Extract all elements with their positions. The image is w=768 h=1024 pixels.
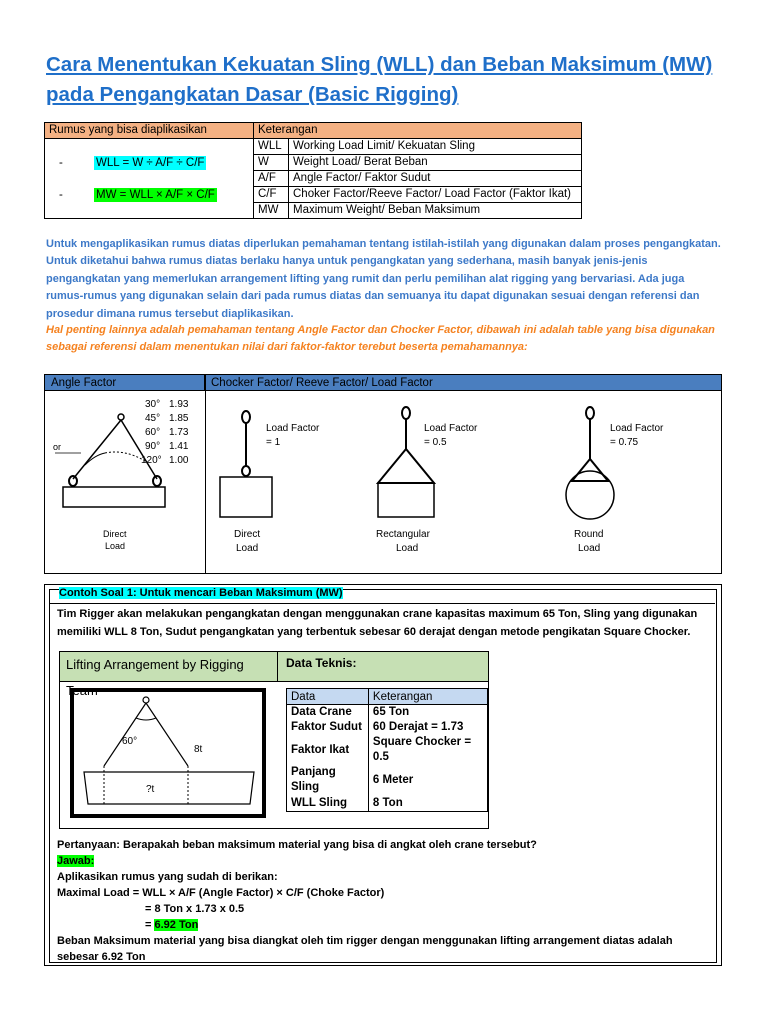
abbr-cell: WLL (254, 139, 289, 155)
wll-text: 8t (194, 744, 203, 755)
data-value: Square Chocker = 0.5 (368, 735, 487, 765)
round-load-circle (566, 471, 614, 519)
answer-label: Jawab: (57, 855, 95, 867)
load-text: ?t (146, 784, 155, 795)
factor-45: 1.85 (169, 413, 189, 424)
shackle (242, 466, 250, 476)
abbr-cell: W (254, 155, 289, 171)
or-label: or (53, 442, 62, 452)
load-factor-value: = 0.75 (610, 437, 639, 448)
load-factor-label: Load Factor (424, 423, 478, 434)
sling-right (146, 703, 188, 766)
desc-cell: Angle Factor/ Faktor Sudut (289, 171, 582, 187)
data-label: Panjang Sling (287, 765, 369, 795)
paragraph-note: Hal penting lainnya adalah pemahaman tentang Angle Factor dan Chocker Factor, dibawah ini adalah table yang bisa digunakan sebagai referensi dalam menentukan nilai dari faktor-faktor terebut beserta pemahamannya: (46, 324, 715, 354)
data-value: 8 Ton (368, 795, 487, 812)
load-name: Load (236, 543, 259, 554)
desc-cell: Choker Factor/Reeve Factor/ Load Factor (Faktor Ikat) (289, 187, 582, 203)
desc-cell: Working Load Limit/ Kekuatan Sling (289, 139, 582, 155)
example-divider (49, 603, 715, 604)
result-value: 6.92 Ton (154, 919, 199, 931)
factor-90: 1.41 (169, 441, 189, 452)
angle-60: 60° (145, 427, 161, 438)
lifting-diagram-svg (74, 692, 262, 814)
desc-cell: Weight Load/ Berat Beban (289, 155, 582, 171)
hook-ring (118, 414, 124, 420)
load-factor-label: Load Factor (610, 423, 664, 434)
data-value: 60 Derajat = 1.73 (368, 720, 487, 735)
bullet: - (59, 189, 63, 201)
desc-cell: Maximum Weight/ Beban Maksimum (289, 203, 582, 219)
load-name: Round (574, 529, 604, 540)
abbr-cell: C/F (254, 187, 289, 203)
conclusion: Beban Maksimum material yang bisa diangkat oleh tim rigger dengan menggunakan lifting arrangement diatas adalah sebesar 6.92 Ton (57, 935, 673, 963)
answer-section (57, 837, 707, 965)
lifting-diagram (70, 688, 266, 818)
keterangan-header: Keterangan (368, 689, 487, 705)
shackle-left (69, 476, 77, 486)
formula-wll: WLL = W ÷ A/F ÷ C/F (96, 157, 205, 169)
load-label: Load (105, 541, 126, 551)
angle-text: 60° (122, 736, 138, 747)
load-beam (84, 772, 254, 804)
sling-left (73, 420, 121, 479)
lifting-arrangement-table (59, 651, 489, 829)
formula-header: Rumus yang bisa diaplikasikan (45, 123, 254, 139)
question: Pertanyaan: Berapakah beban maksimum material yang bisa di angkat oleh crane tersebut? (57, 839, 537, 851)
hook-ring (143, 697, 149, 703)
load-box (63, 487, 165, 507)
apply-text: Aplikasikan rumus yang sudah di berikan: (57, 871, 278, 883)
load-name: Load (396, 543, 419, 554)
formula-cell (45, 139, 254, 219)
keterangan-header: Keterangan (254, 123, 582, 139)
page-title: Cara Menentukan Kekuatan Sling (WLL) dan Beban Maksimum (MW) pada Pengangkatan Dasar (Basic Rigging) (46, 53, 713, 106)
angle-arc (85, 453, 105, 465)
bullet: - (59, 157, 63, 169)
example-box (44, 584, 722, 966)
load-factor-value: = 0.5 (424, 437, 447, 448)
abbr-cell: A/F (254, 171, 289, 187)
angle-90: 90° (145, 441, 161, 452)
data-value: 6 Meter (368, 765, 487, 795)
data-label: Data Crane (287, 705, 369, 721)
abbr-cell: MW (254, 203, 289, 219)
shackle-right (153, 476, 161, 486)
hook-eye (242, 411, 250, 423)
load-factor-label: Load Factor (266, 423, 320, 434)
hook-eye (402, 407, 410, 419)
choker-triangle (378, 449, 434, 483)
factor-30: 1.93 (169, 399, 189, 410)
formula-text: Maximal Load = WLL × A/F (Angle Factor) × C/F (Choke Factor) (57, 887, 385, 899)
load-name: Direct (234, 529, 261, 540)
data-label: Faktor Sudut (287, 720, 369, 735)
load-name: Rectangular (376, 529, 430, 540)
formula-table (44, 122, 582, 219)
load-factor-diagrams (206, 391, 721, 573)
lifting-title: Lifting Arrangement by Rigging Team (60, 652, 278, 682)
angle-factor-header: Angle Factor (45, 375, 205, 391)
tech-data-table (286, 688, 488, 812)
example-problem: Tim Rigger akan melakukan pengangkatan dengan menggunakan crane kapasitas maximum 65 Ton, Sling yang digunakan memiliki WLL 8 Ton, Sudut pengangkatan yang terbentuk sebesar 60 derajat dengan metode pengikatan Square Chocker. (57, 608, 698, 638)
tech-data-title: Data Teknis: (278, 652, 488, 682)
result-line: = 6.92 Ton (145, 919, 199, 931)
direct-load-box (220, 477, 272, 517)
factor-60: 1.73 (169, 427, 189, 438)
chocker-factor-header: Chocker Factor/ Reeve Factor/ Load Factor (205, 375, 721, 391)
rectangular-load-box (378, 483, 434, 517)
data-header: Data (287, 689, 369, 705)
data-label: WLL Sling (287, 795, 369, 812)
load-factor-value: = 1 (266, 437, 281, 448)
data-value: 65 Ton (368, 705, 487, 721)
direct-label: Direct (103, 529, 127, 539)
load-name: Load (578, 543, 601, 554)
sling-left (104, 703, 146, 766)
paragraph-intro: Untuk mengaplikasikan rumus diatas diperlukan pemahaman tentang istilah-istilah yang digunakan dalam proses pengangkatan. Untuk diketahui bahwa rumus diatas berlaku hanya untuk pengangkatan yang sederhana, masih banyak jenis-jenis pengangkatan yang memerlukan arrangement lifting yang rumit dan perlu pemilihan alat rigging yang bervariasi. Ada juga rumus-rumus yang digunakan selain dari pada rumus diatas dan semuanya itu dapat digunakan sesuai dengan referensi dan prosedur dimana rumus tersebut diaplikasikan. (46, 238, 721, 320)
factor-table (44, 374, 722, 574)
angle-factor-diagram (45, 391, 205, 573)
example-heading: Contoh Soal 1: Untuk mencari Beban Maksimum (MW) (59, 587, 343, 599)
formula-mw: MW = WLL × A/F × C/F (96, 189, 215, 201)
choker-triangle (572, 459, 608, 481)
angle-30: 30° (145, 399, 161, 410)
hook-eye (586, 407, 594, 419)
angle-arc-dashed (105, 452, 145, 461)
angle-arc (136, 718, 156, 720)
angle-45: 45° (145, 413, 161, 424)
factor-120: 1.00 (169, 455, 189, 466)
data-label: Faktor Ikat (287, 735, 369, 765)
calculation-step: = 8 Ton x 1.73 x 0.5 (145, 903, 245, 915)
angle-120: 120° (141, 455, 162, 466)
